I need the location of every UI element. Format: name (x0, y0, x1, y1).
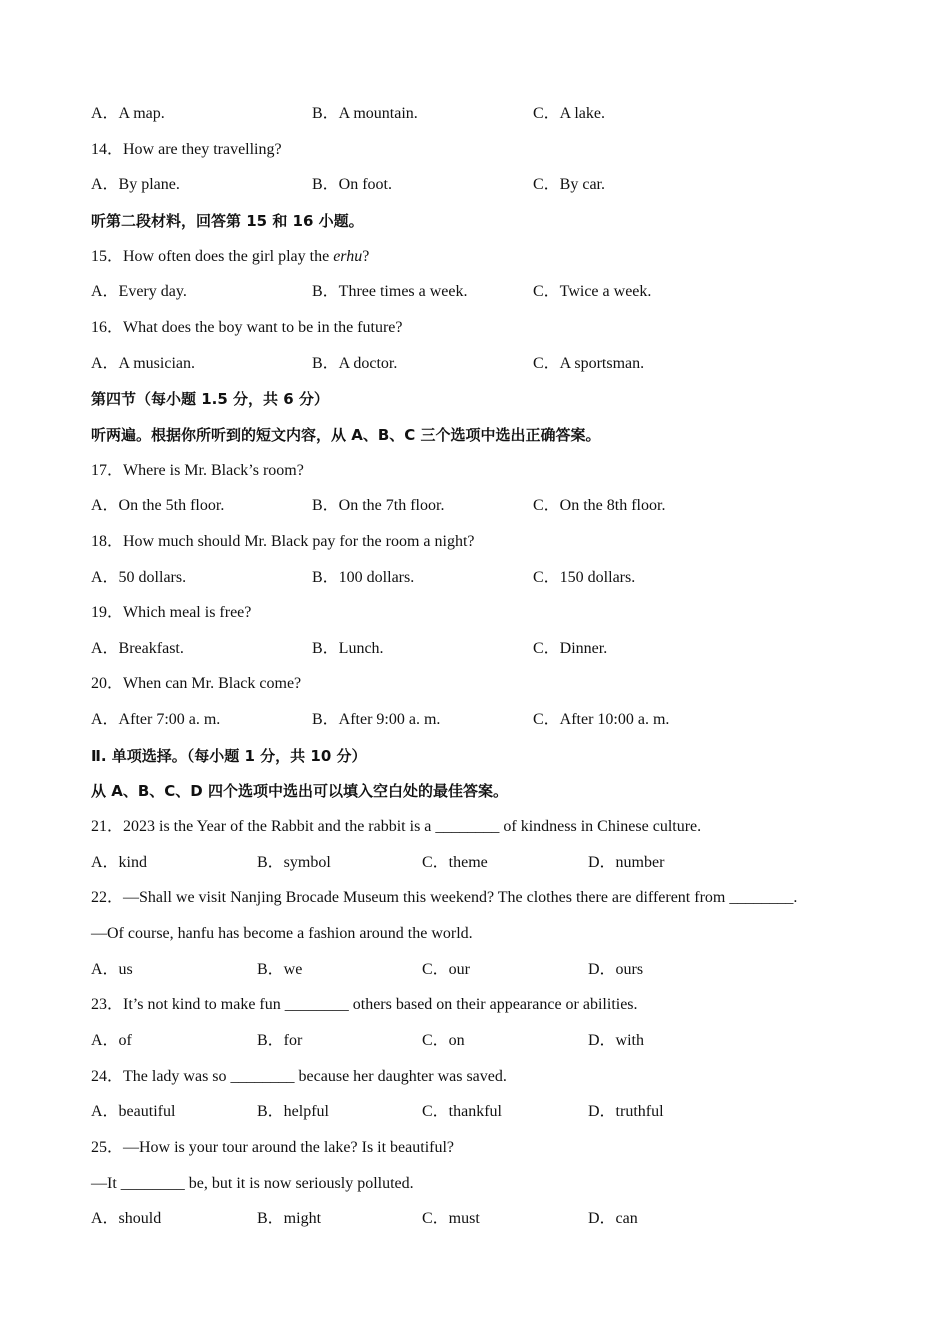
question-text (91, 246, 369, 268)
answer-option: B．On foot. (312, 176, 393, 194)
question-text: 16．What does the boy want to be in the future? (91, 318, 403, 336)
section-heading: 听第二段材料，回答第 15 和 16 小题。 (91, 211, 364, 230)
question-text: 21．2023 is the Year of the Rabbit and the rabbit is a ________ of kindness in Chinese culture. (91, 818, 702, 835)
answer-option: A．A map. (91, 105, 165, 122)
question-text: 22．—Shall we visit Nanjing Brocade Museum this weekend? The clothes there are different from ________. (91, 889, 798, 907)
answer-option: C．Dinner. (533, 639, 608, 657)
question-text-italic: erhu (333, 247, 363, 265)
answer-option: C．Twice a week. (533, 283, 652, 301)
answer-option: A．On the 5th floor. (91, 497, 225, 515)
answer-option: B．for (257, 1031, 303, 1049)
question-text: 20．When can Mr. Black come? (91, 675, 302, 693)
answer-option: D．with (588, 1031, 645, 1049)
answer-option: C．theme (422, 853, 488, 871)
answer-option: C．On the 8th floor. (533, 497, 666, 515)
answer-option: B．A mountain. (312, 105, 418, 122)
answer-option: B．After 9:00 a. m. (312, 711, 441, 728)
answer-option: D．ours (588, 960, 644, 978)
answer-option: A．By plane. (91, 176, 180, 194)
question-text-part: ? (362, 247, 370, 265)
answer-option: C．our (422, 960, 471, 978)
answer-option: B．A doctor. (312, 354, 398, 372)
answer-option: B．might (257, 1210, 322, 1228)
question-text: 23．It’s not kind to make fun ________ others based on their appearance or abilities. (91, 996, 638, 1014)
question-text: 18．How much should Mr. Black pay for the room a night? (91, 532, 475, 550)
question-text: 14．How are they travelling? (91, 140, 282, 158)
question-text: 17．Where is Mr. Black’s room? (91, 461, 304, 479)
answer-option: D．can (588, 1210, 638, 1228)
answer-option: B．100 dollars. (312, 568, 415, 586)
answer-option: A．us (91, 960, 133, 978)
answer-option: C．A lake. (533, 105, 605, 122)
answer-option: B．On the 7th floor. (312, 497, 445, 515)
answer-option: C．After 10:00 a. m. (533, 711, 670, 728)
answer-option: B．Lunch. (312, 639, 384, 657)
answer-option: C．must (422, 1210, 480, 1228)
section-heading: 听两遍。根据你所听到的短文内容，从 A、B、C 三个选项中选出正确答案。 (91, 425, 601, 444)
answer-option: B．helpful (257, 1103, 329, 1121)
question-text: —It ________ be, but it is now seriously polluted. (91, 1174, 414, 1192)
question-text-part: 15．How often does the girl play the (91, 247, 334, 265)
answer-option: C．A sportsman. (533, 354, 645, 372)
answer-option: A．50 dollars. (91, 568, 187, 586)
answer-option: D．truthful (588, 1103, 664, 1121)
question-text: 25．—How is your tour around the lake? Is it beautiful? (91, 1138, 455, 1156)
question-text: —Of course, hanfu has become a fashion around the world. (91, 924, 473, 942)
answer-option: D．number (588, 853, 665, 871)
question-text: 19．Which meal is free? (91, 604, 252, 622)
answer-option: A．After 7:00 a. m. (91, 711, 221, 728)
answer-option: A．of (91, 1031, 132, 1049)
question-text: 24．The lady was so ________ because her daughter was saved. (91, 1067, 507, 1085)
answer-option: A．Breakfast. (91, 639, 184, 657)
answer-option: A．kind (91, 853, 148, 871)
answer-option: C．By car. (533, 176, 605, 194)
section-heading: Ⅱ. 单项选择。（每小题 1 分，共 10 分） (91, 746, 367, 765)
answer-option: C．thankful (422, 1103, 502, 1121)
answer-option: A．beautiful (91, 1103, 176, 1121)
answer-option: B．Three times a week. (312, 283, 468, 301)
section-heading: 第四节（每小题 1.5 分，共 6 分） (91, 390, 329, 409)
answer-option: A．should (91, 1210, 162, 1228)
answer-option: C．on (422, 1031, 465, 1049)
section-heading: 从 A、B、C、D 四个选项中选出可以填入空白处的最佳答案。 (91, 782, 508, 801)
answer-option: C．150 dollars. (533, 568, 636, 586)
answer-option: A．Every day. (91, 283, 187, 301)
answer-option: B．symbol (257, 853, 331, 871)
answer-option: A．A musician. (91, 354, 195, 372)
answer-option: B．we (257, 960, 303, 978)
